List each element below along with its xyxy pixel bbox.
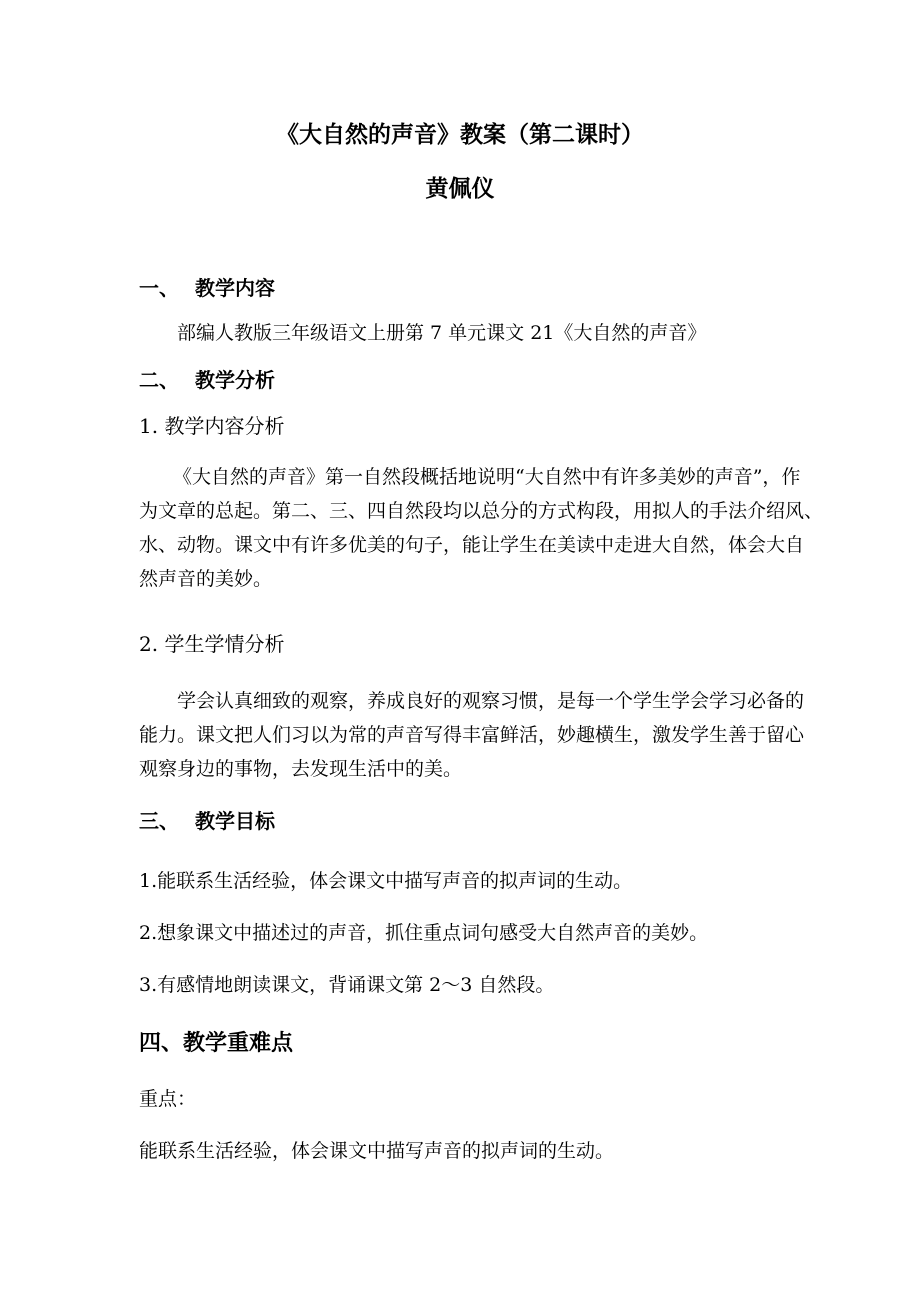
section-2-heading: 教学分析 [195, 368, 275, 392]
subsection-2-heading: 2. 学生学情分析 [139, 632, 285, 656]
key-point-text: 能联系生活经验，体会课文中描写声音的拟声词的生动。 [139, 1140, 615, 1162]
paragraph-line: 能力。课文把人们习以为常的声音写得丰富鲜活，妙趣横生，激发学生善于留心 [139, 724, 805, 746]
paragraph-line: 为文章的总起。第二、三、四自然段均以总分的方式构段，用拟人的手法介绍风、 [139, 500, 824, 522]
section-1-number: 一、 [139, 276, 179, 300]
section-3-heading: 教学目标 [195, 809, 275, 833]
author: 黄佩仪 [425, 176, 495, 202]
section-3-number: 三、 [139, 809, 179, 833]
objective-item: 2.想象课文中描述过的声音，抓住重点词句感受大自然声音的美妙。 [139, 922, 709, 944]
paragraph-line: 观察身边的事物，去发现生活中的美。 [139, 758, 463, 780]
section-1-heading: 教学内容 [195, 276, 275, 300]
key-point-label: 重点： [139, 1088, 197, 1110]
paragraph-line: 学会认真细致的观察，养成良好的观察习惯，是每一个学生学会学习必备的 [177, 690, 805, 712]
subsection-1-heading: 1. 教学内容分析 [139, 414, 285, 438]
document-title: 《大自然的声音》教案（第二课时） [276, 122, 644, 148]
objective-item: 1.能联系生活经验，体会课文中描写声音的拟声词的生动。 [139, 870, 633, 892]
objective-item: 3.有感情地朗读课文，背诵课文第 2～3 自然段。 [139, 974, 555, 996]
paragraph-line: 水、动物。课文中有许多优美的句子，能让学生在美读中走进大自然，体会大自 [139, 534, 805, 556]
section-1-text: 部编人教版三年级语文上册第 7 单元课文 21《大自然的声音》 [177, 322, 707, 344]
section-4-heading: 四、教学重难点 [139, 1031, 294, 1056]
paragraph-line: 然声音的美妙。 [139, 568, 273, 590]
section-2-number: 二、 [139, 368, 179, 392]
paragraph-line: 《大自然的声音》第一自然段概括地说明“大自然中有许多美妙的声音”，作 [173, 466, 801, 488]
